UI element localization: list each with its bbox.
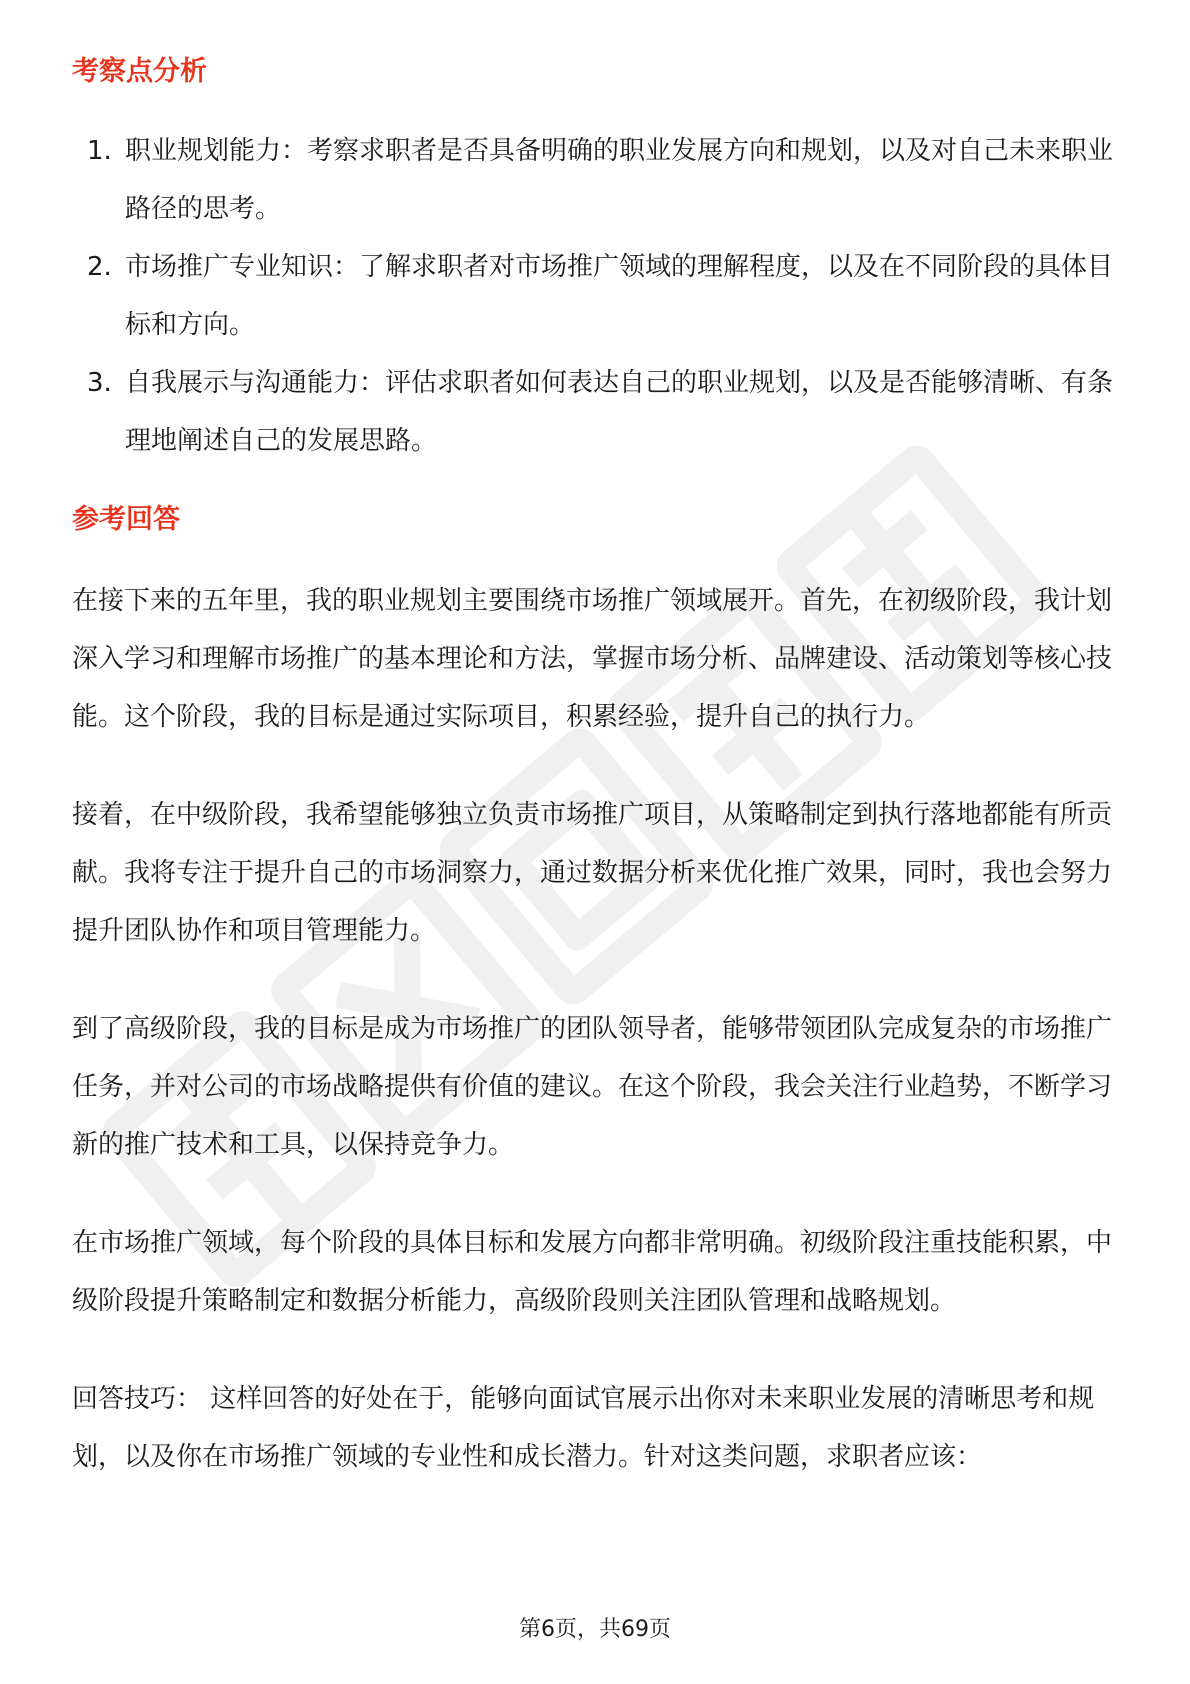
list-item-number: 2. <box>87 252 112 282</box>
list-item <box>72 238 1122 354</box>
answer-paragraph: 在接下来的五年里，我的职业规划主要围绕市场推广领域展开。首先，在初级阶段，我计划深入学习和理解市场推广的基本理论和方法，掌握市场分析、品牌建设、活动策划等核心技能。这个阶段，我的目标是通过实际项目，积累经验，提升自己的执行力。 <box>72 586 1113 732</box>
section-title-reference-answer: 参考回答 <box>72 504 180 535</box>
page-number-footer: 第6页，共69页 <box>519 1617 671 1642</box>
answer-paragraph: 接着，在中级阶段，我希望能够独立负责市场推广项目，从策略制定到执行落地都能有所贡献。我将专注于提升自己的市场洞察力，通过数据分析来优化推广效果，同时，我也会努力提升团队协作和项目管理能力。 <box>72 800 1113 946</box>
page-content <box>72 48 1122 1486</box>
list-item <box>72 122 1122 238</box>
list-item-text: 职业规划能力：考察求职者是否具备明确的职业发展方向和规划，以及对自己未来职业路径的思考。 <box>125 136 1114 224</box>
list-item-text: 自我展示与沟通能力：评估求职者如何表达自己的职业规划，以及是否能够清晰、有条理地阐述自己的发展思路。 <box>125 368 1114 456</box>
list-item-text: 市场推广专业知识：了解求职者对市场推广领域的理解程度，以及在不同阶段的具体目标和方向。 <box>125 252 1114 340</box>
answer-paragraph: 在市场推广领域，每个阶段的具体目标和发展方向都非常明确。初级阶段注重技能积累，中级阶段提升策略制定和数据分析能力，高级阶段则关注团队管理和战略规划。 <box>72 1228 1113 1316</box>
section-title-analysis: 考察点分析 <box>72 56 207 87</box>
answer-paragraph: 到了高级阶段，我的目标是成为市场推广的团队领导者，能够带领团队完成复杂的市场推广任务，并对公司的市场战略提供有价值的建议。在这个阶段，我会关注行业趋势，不断学习新的推广技术和工具，以保持竞争力。 <box>72 1014 1113 1160</box>
answer-tips-paragraph: 回答技巧： 这样回答的好处在于，能够向面试官展示出你对未来职业发展的清晰思考和规划，以及你在市场推广领域的专业性和成长潜力。针对这类问题，求职者应该： <box>72 1384 1095 1472</box>
analysis-list <box>72 122 1122 470</box>
list-item-number: 3. <box>87 368 112 398</box>
list-item <box>72 354 1122 470</box>
list-item-number: 1. <box>87 136 112 166</box>
